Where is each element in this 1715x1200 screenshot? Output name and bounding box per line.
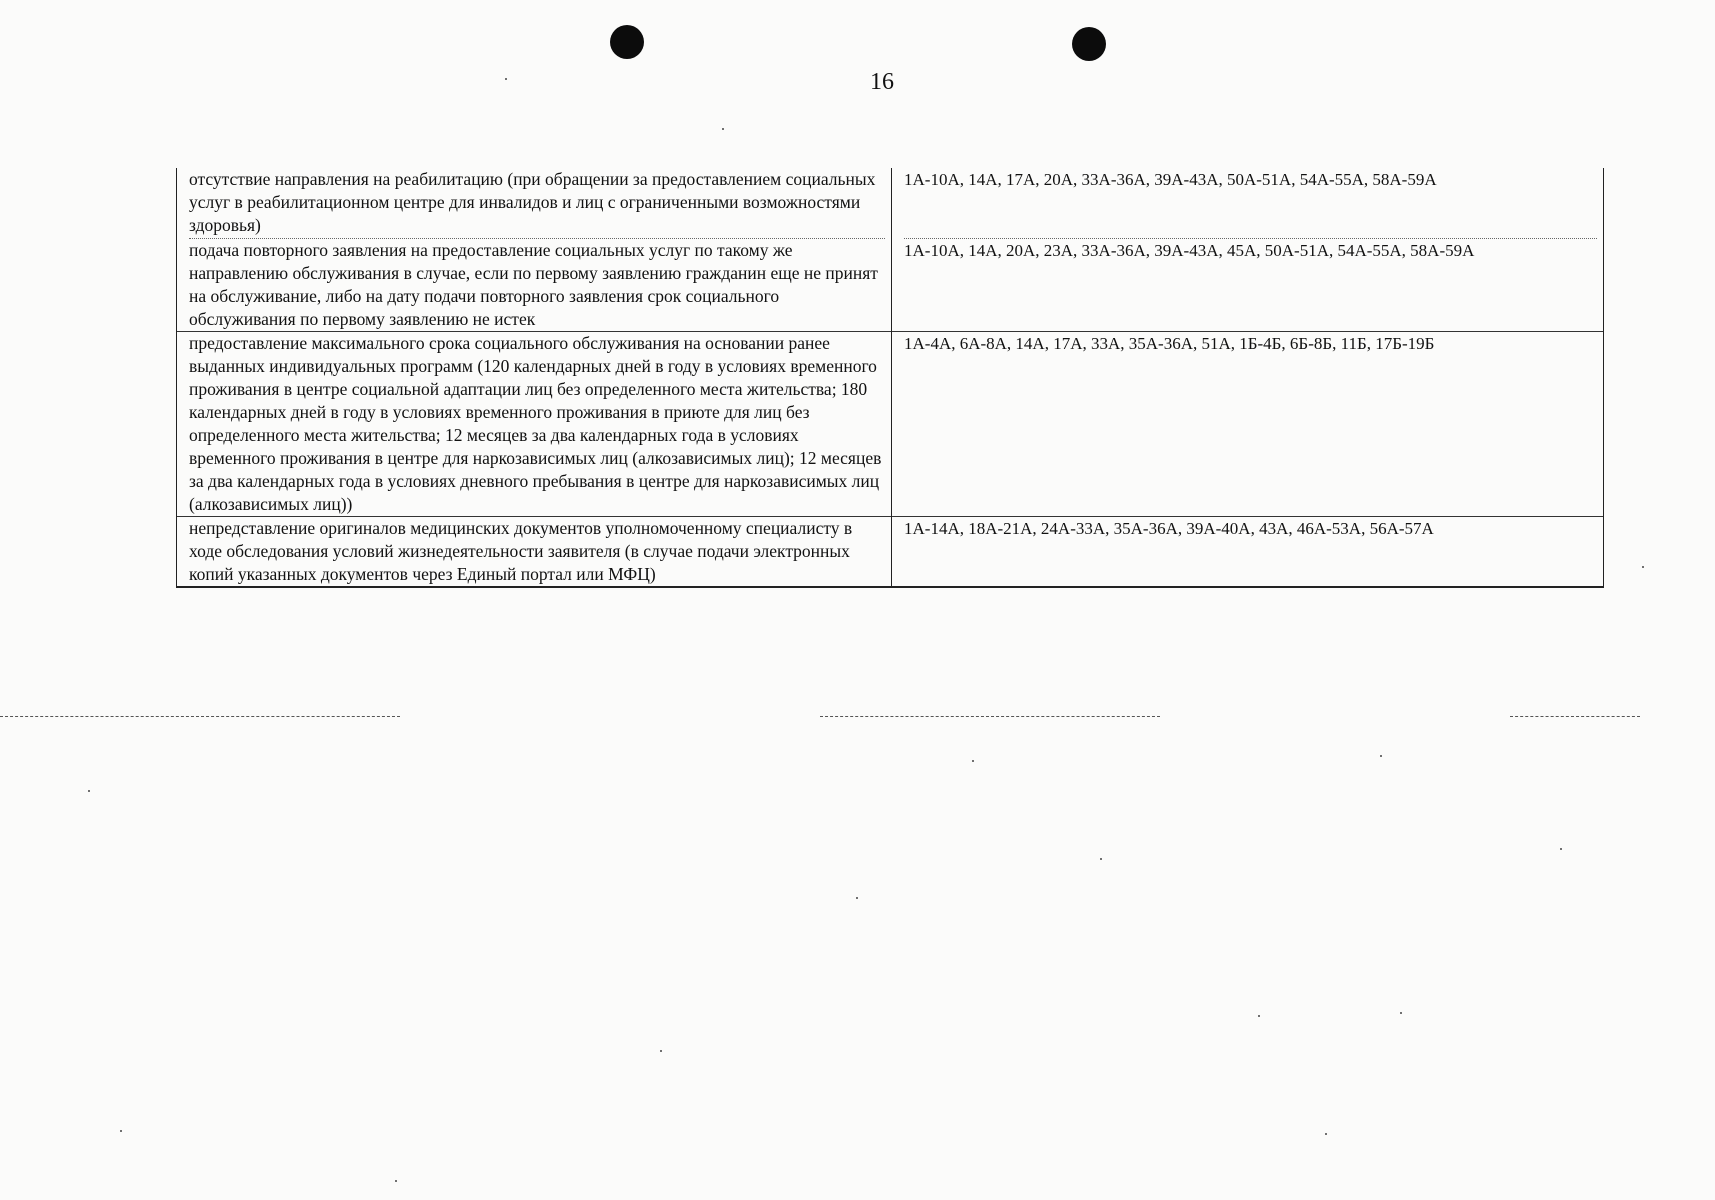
service-codes: 1А-10А, 14А, 20А, 23А, 33А-36А, 39А-43А, 45А, 50А-51А, 54А-55А, 58А-59А xyxy=(904,241,1475,260)
scan-speck xyxy=(1325,1133,1327,1135)
refusal-grounds-table xyxy=(176,168,1604,588)
punch-hole-right xyxy=(1072,27,1106,61)
reason-cell xyxy=(177,332,892,517)
scan-speck xyxy=(1642,566,1644,568)
table-row xyxy=(177,168,1604,332)
scan-speck xyxy=(1100,858,1102,860)
codes-cell xyxy=(892,332,1604,517)
scan-speck xyxy=(1560,848,1562,850)
scan-artifact-line xyxy=(820,716,1160,717)
service-codes: 1А-10А, 14А, 17А, 20А, 33А-36А, 39А-43А, 50А-51А, 54А-55А, 58А-59А xyxy=(904,170,1437,189)
scan-speck xyxy=(120,1130,122,1132)
scan-speck xyxy=(1400,1012,1402,1014)
service-codes: 1А-14А, 18А-21А, 24А-33А, 35А-36А, 39А-40А, 43А, 46А-53А, 56А-57А xyxy=(904,519,1434,538)
page-number: 16 xyxy=(870,69,894,95)
scan-speck xyxy=(505,78,507,80)
table-row xyxy=(177,332,1604,517)
scan-speck xyxy=(1380,755,1382,757)
reason-cell xyxy=(177,517,892,588)
scan-artifact-line xyxy=(0,716,400,717)
reason-text: отсутствие направления на реабилитацию (при обращении за предоставлением социальных услуг в реабилитационном центре для инвалидов и лиц с ограниченными возможностями здоровья) xyxy=(189,169,876,235)
scan-speck xyxy=(972,760,974,762)
scan-speck xyxy=(660,1050,662,1052)
scan-speck xyxy=(88,790,90,792)
scan-speck xyxy=(1258,1015,1260,1017)
scan-artifact-line xyxy=(1510,716,1640,717)
codes-cell xyxy=(892,168,1604,332)
scan-speck xyxy=(722,128,724,130)
reason-cell xyxy=(177,168,892,332)
codes-cell xyxy=(892,517,1604,588)
reason-text: непредставление оригиналов медицинских документов уполномоченному специалисту в ходе обследования условий жизнедеятельности заявителя (в случае подачи электронных копий указанных документов через Единый портал или МФЦ) xyxy=(189,518,853,584)
punch-hole-left xyxy=(610,25,644,59)
reason-text: подача повторного заявления на предоставление социальных услуг по такому же направлению обслуживания в случае, если по первому заявлению гражданин еще не принят на обслуживание, либо на дату подачи повторного заявления срок социального обслуживания по первому заявлению не истек xyxy=(189,240,878,329)
table-row xyxy=(177,517,1604,588)
scan-speck xyxy=(856,897,858,899)
service-codes: 1А-4А, 6А-8А, 14А, 17А, 33А, 35А-36А, 51А, 1Б-4Б, 6Б-8Б, 11Б, 17Б-19Б xyxy=(904,334,1435,353)
scan-speck xyxy=(395,1180,397,1182)
reason-text: предоставление максимального срока социального обслуживания на основании ранее выданных индивидуальных программ (120 календарных дней в году в условиях временного проживания в центре социальной адаптации лиц без определенного места жительства; 180 календарных дней в году в условиях временного проживания в приюте для лиц без определенного места жительства; 12 месяцев за два календарных года в условиях временного проживания в центре для наркозависимых лиц (алкозависимых лиц); 12 месяцев за два календарных года в условиях дневного пребывания в центре для наркозависимых лиц (алкозависимых лиц)) xyxy=(189,333,882,514)
